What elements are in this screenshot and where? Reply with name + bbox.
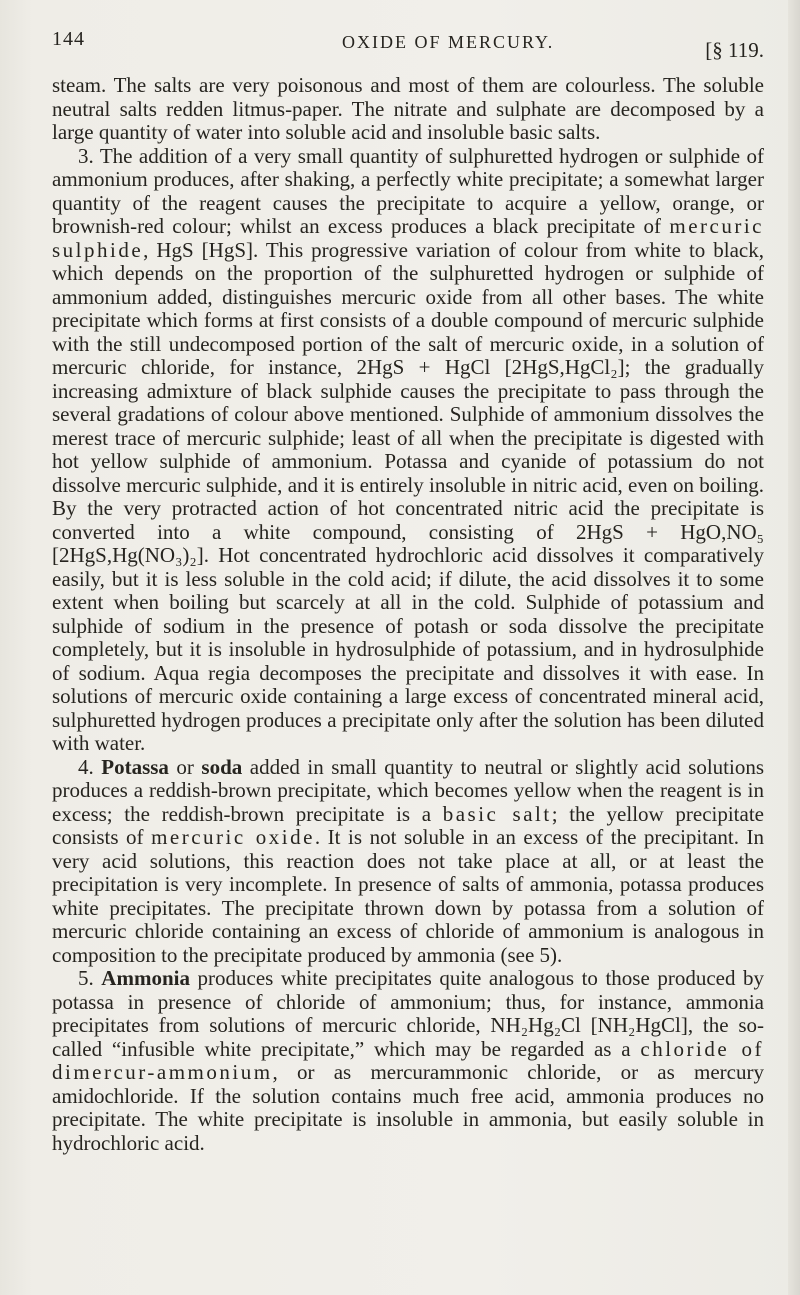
text-run: ; the yellow precipitate consists of <box>52 801 764 849</box>
emphasis-mercuric-oxide: mercuric oxide <box>151 825 315 849</box>
reagent-ammonia: Ammonia <box>101 966 190 990</box>
section-reference: [§ 119. <box>705 38 764 62</box>
paragraph-potassa <box>52 756 764 968</box>
reagent-potassa: Potassa <box>101 754 169 779</box>
text-run: steam. The salts are very poisonous and most of them are colourless. The soluble neutral salts redden litmus-paper. The nitrate and sulphate are decomposed by a large quantity of water into soluble acid and insoluble basic salts. <box>52 73 764 144</box>
emphasis-mercuric-sulphide: mercuric sulphide <box>52 214 764 262</box>
paragraph-ammonia <box>52 967 764 1155</box>
emphasis-basic-salt: basic salt <box>442 801 552 826</box>
text-run: , HgS [HgS]. This progressive variation of colour from white to black, which depends on the proportion of the sulphuretted hydrogen or sulphide of ammonium added, distinguishes mercuric oxide from all other bases. The white precipitate which forms at first consists of a double compound of mercuric sulphide with the still undecomposed portion of the salt of mercuric oxide, in a solution of mercuric chloride, for instance, 2HgS + HgCl [2HgS,HgCl₂]; the gradually increasing admixture of black sulphide causes the precipitate to pass through the several gradations of colour above mentioned. Sulphide of ammonium dissolves the merest trace of mercuric sulphide; least of all when the precipitate is digested with hot yellow sulphide of ammonium. Potassa and cyanide of potassium do not dissolve mercuric sulphide, and it is entirely insoluble in nitric acid, even on boiling. By the very protracted action of hot concentrated nitric acid the precipitate is converted into a white compound, consisting of 2HgS + HgO,NO₅ [2HgS,Hg(NO₃)₂]. Hot concentrated hydrochloric acid dissolves it comparatively easily, but it is less soluble in the cold acid; if dilute, the acid dissolves it to some extent when boiling but scarcely at all in the cold. Sulphide of potassium and sulphide of sodium in the presence of potash or soda dissolve the precipitate completely, but it is insoluble in hydrosulphide of potassium, and in hydrosulphide of sodium. Aqua regia decomposes the precipitate and dissolves it with ease. In solutions of mercuric oxide containing a large excess of concentrated mineral acid, sulphuretted hydrogen produces a precipitate only after the solution has been diluted with water. <box>52 237 764 755</box>
text-run: added in small quantity to neutral or slightly acid solutions produces a reddish-brown precipitate, which becomes yellow when the reagent is in excess; the reddish-brown precipitate is a <box>52 754 765 826</box>
text-run: 4. <box>78 754 102 779</box>
reagent-soda: soda <box>201 754 243 779</box>
running-title: OXIDE OF MERCURY. <box>342 32 555 52</box>
text-run: . It is not soluble in an excess of the precipitant. In very acid solutions, this reaction does not take place at all, or at least the precipitation is very incomplete. In presence of salts of ammonia, potassa produces white precipitates. The precipitate thrown down by potassa from a solution of mercuric chloride containing an excess of chloride of ammonium is analogous in composition to the precipitate produced by ammonia (see 5). <box>52 825 764 967</box>
text-run: 5. <box>78 966 102 990</box>
running-header <box>52 28 764 64</box>
text-run: 3. The addition of a very small quantity of sulphuretted hydrogen or sulphide of ammonium produces, after shaking, a perfectly white precipitate; a somewhat larger quantity of the reagent causes the precipitate to acquire a yellow, orange, or brownish-red colour; whilst an excess produces a black precipitate of <box>52 143 764 238</box>
page-edge-shadow <box>788 0 800 1295</box>
text-run: produces white precipitates quite analogous to those produced by potassa in presence of chloride of ammonium; thus, for instance, ammonia precipitates from solutions of mercuric chloride, NH₂Hg₂Cl [NH₂HgCl], the so-called “infusible white precipitate,” which may be regarded as a <box>52 966 765 1061</box>
paragraph-continuation <box>52 74 764 145</box>
paragraph-sulphuretted-hydrogen <box>52 145 764 756</box>
page-number: 144 <box>52 28 85 50</box>
text-run: , or as mercurammonic chloride, or as mercury amidochloride. If the solution contains much free acid, ammonia produces no precipitate. The white precipitate is insoluble in ammonia, but easily soluble in hydrochloric acid. <box>52 1060 764 1155</box>
body-text <box>52 74 764 1155</box>
text-run: or <box>168 754 202 779</box>
emphasis-dimercur-ammonium: chloride of dimercur-ammonium <box>52 1036 765 1084</box>
